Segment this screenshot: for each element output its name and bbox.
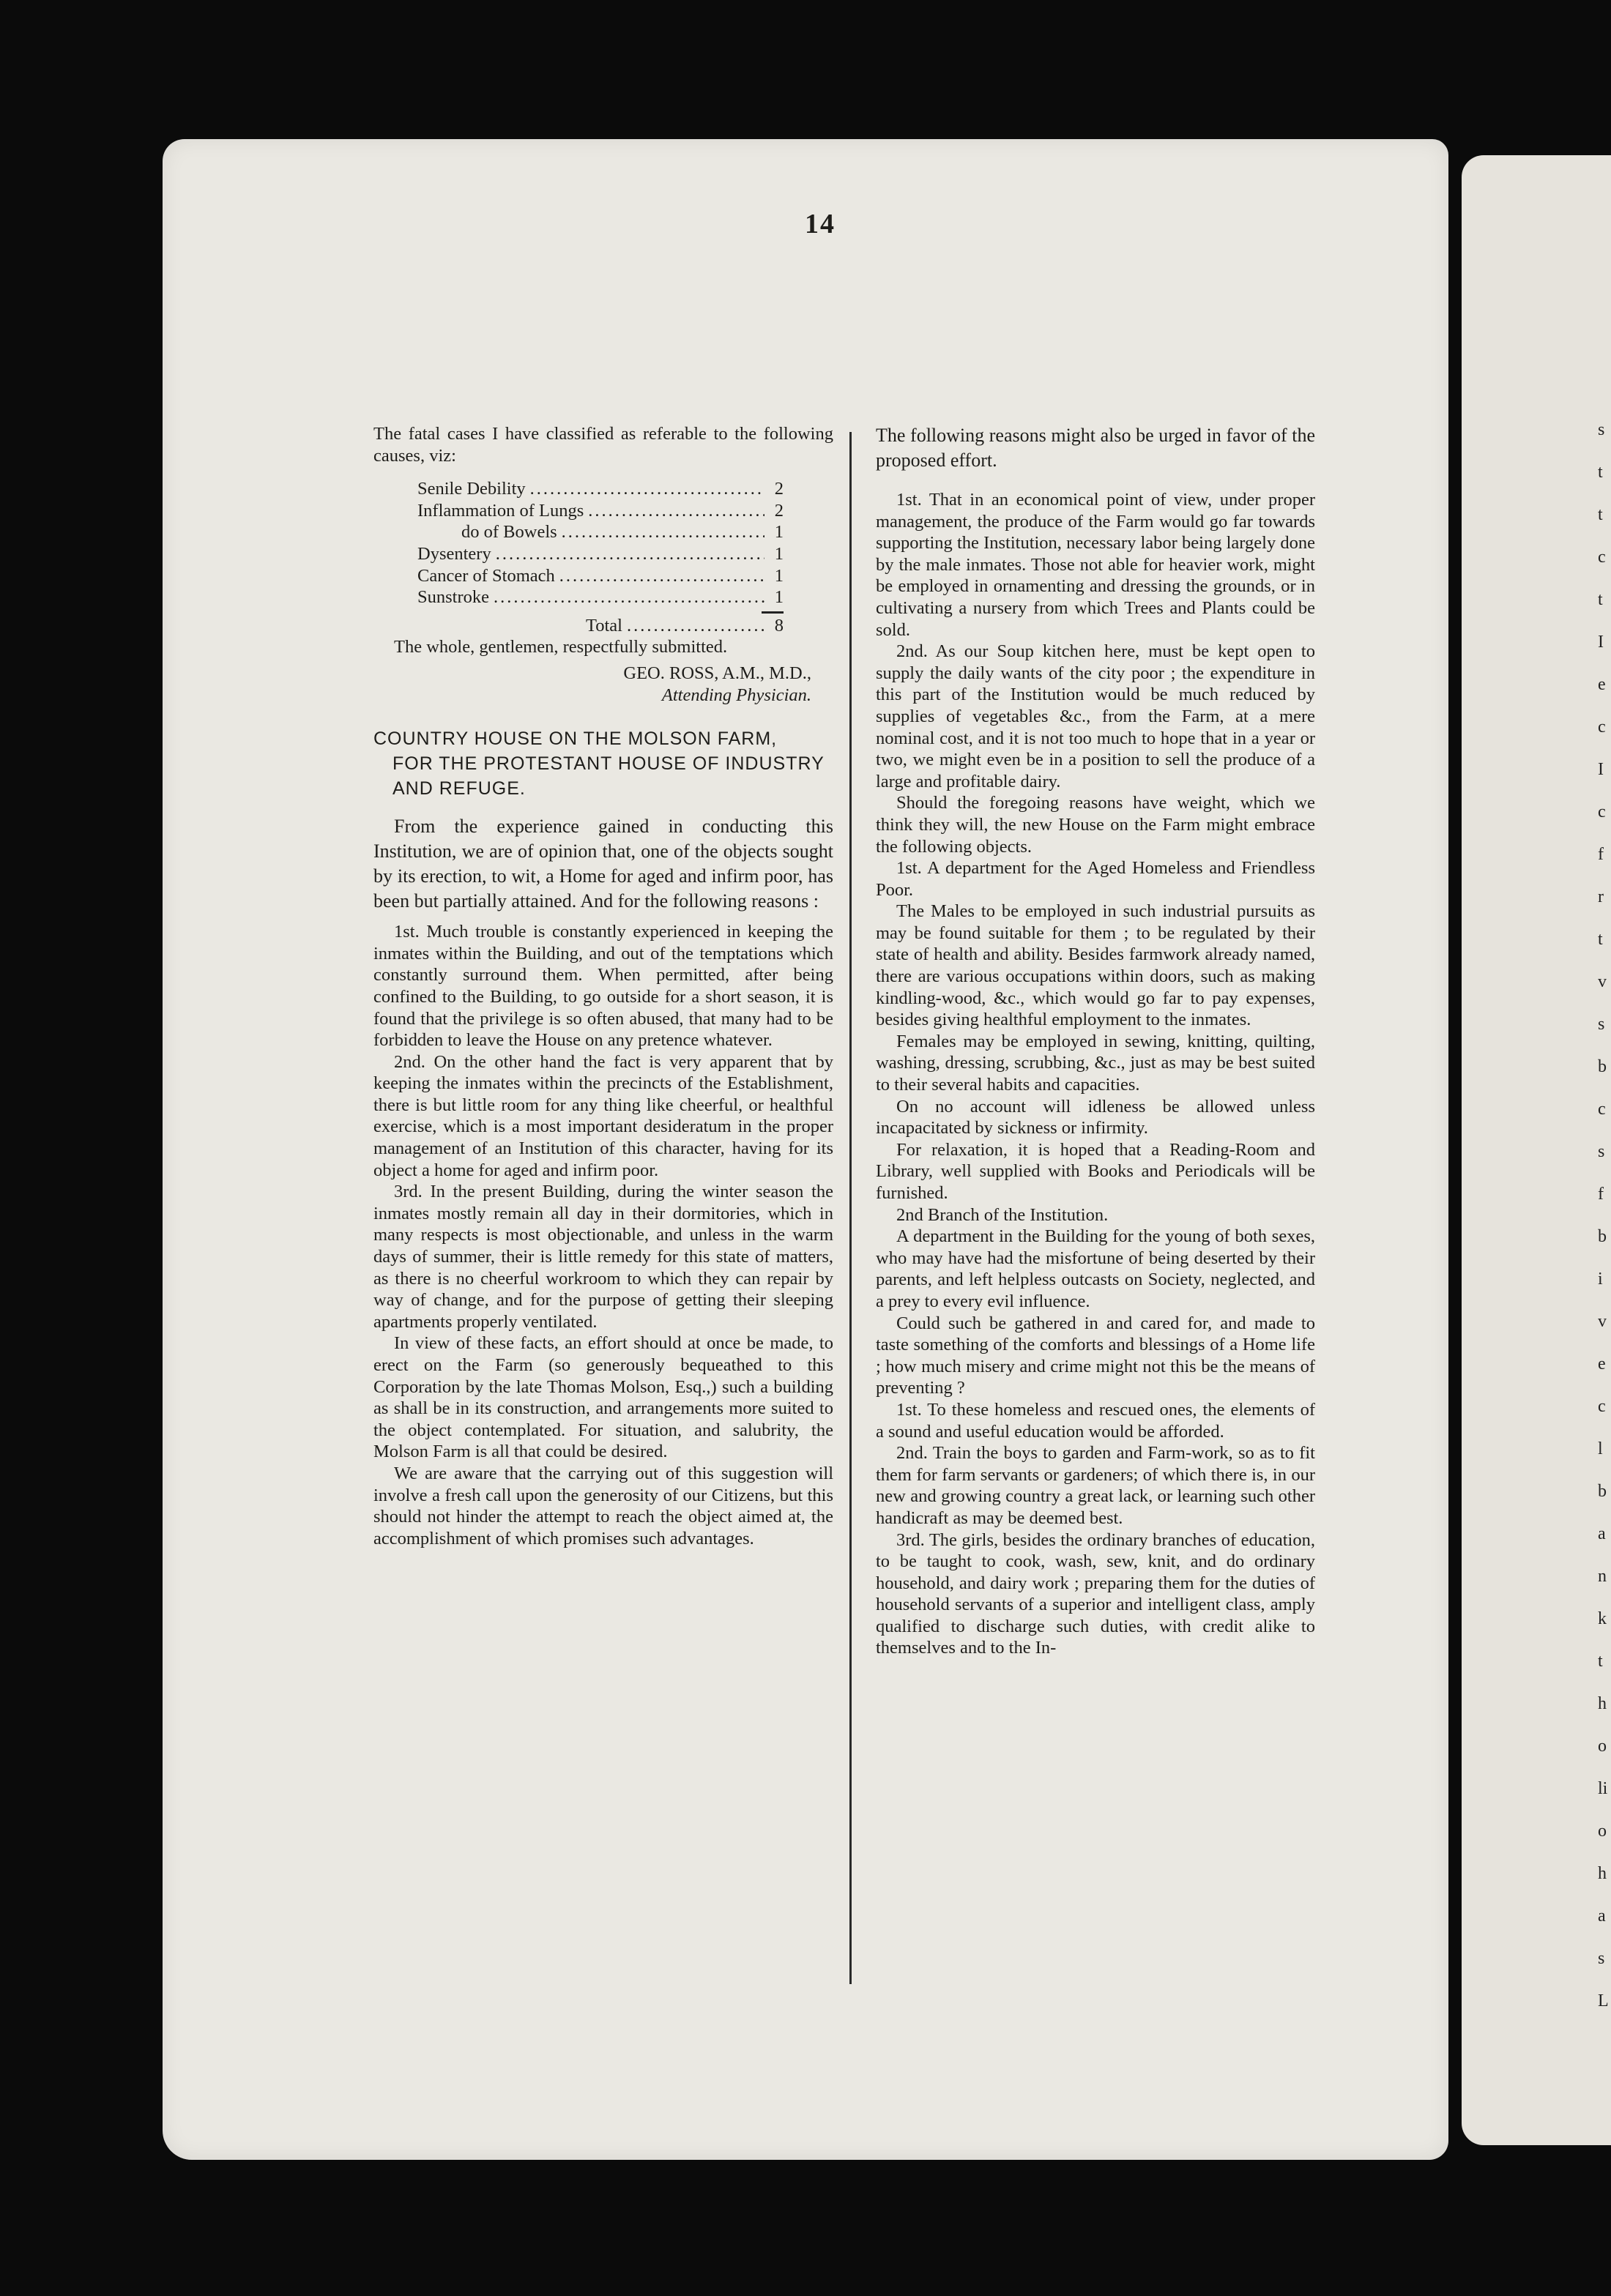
margin-fragment: v — [1598, 1312, 1607, 1331]
paragraph: 2nd. As our Soup kitchen here, must be kept open to supply the daily wants of the city poor ; the expenditure in this part of the Institution would be much reduced by supplies of vegetables &c., from the Farm, at a mere nominal cost, and it is not too much to hope that in a year or two, we might even be in a position to sell the produce of a large and profitable dairy. — [876, 641, 1315, 791]
page-number: 14 — [805, 209, 836, 239]
paragraph: On no account will idleness be allowed unless incapacitated by sickness or infirmity. — [876, 1096, 1315, 1138]
section-lead: From the experience gained in conducting this Institution, we are of opinion that, one of the objects sought by its erection, to wit, a Home for aged and infirm poor, has been but partially attained. And for the following reasons : — [373, 816, 833, 912]
causes-table — [417, 478, 784, 636]
margin-fragment: c — [1598, 1397, 1606, 1416]
paragraph: Should the foregoing reasons have weight, which we think they will, the new House on the Farm might embrace the following objects. — [876, 793, 1315, 857]
margin-fragment: n — [1598, 1567, 1607, 1586]
paragraph: 2nd. On the other hand the fact is very apparent that by keeping the inmates within the precincts of the Establishment, there is but little room for any thing like cheerful, or healthful exercise, which is a most important desideratum in the proper management of an Institution of this character, having for its object a home for aged and infirm poor. — [373, 1051, 833, 1180]
cause-row: Senile Debility ..... 2 — [417, 478, 784, 500]
margin-fragment: I — [1598, 633, 1604, 652]
margin-fragment: c — [1598, 802, 1606, 821]
paragraph: Females may be employed in sewing, knitting, quilting, washing, dressing, scrubbing, &c., just as may be best suited to their several habits and capacities. — [876, 1031, 1315, 1095]
margin-fragment: li — [1598, 1779, 1608, 1798]
signature-title: Attending Physician. — [661, 685, 811, 705]
paragraph: 1st. That in an economical point of view, under proper management, the produce of the Farm would go far towards supporting the Institution, necessary labor being largely done by the male inmates. Those not able for heavier work, might be employed in ornamenting and dressing the grounds, or in cultivating a nursery from which Trees and Plants could be sold. — [876, 490, 1315, 640]
paragraph: Could such be gathered in and cared for, and made to taste something of the comforts and blessings of a Home life ; how much misery and crime might not this be the means of preventing ? — [876, 1313, 1315, 1398]
section-heading: COUNTRY HOUSE ON THE MOLSON FARM, FOR THE PROTESTANT HOUSE OF INDUSTRY AND REFUGE. — [373, 728, 825, 800]
margin-fragment: b — [1598, 1227, 1607, 1246]
paragraph: A department in the Building for the young of both sexes, who may have had the misfortune of being deserted by their parents, and left helpless outcasts on Society, neglected, and a prey to every evil influence. — [876, 1226, 1315, 1311]
closing-line: The whole, gentlemen, respectfully submitted. — [394, 637, 728, 657]
margin-fragment: t — [1598, 930, 1603, 949]
right-column — [876, 423, 1315, 1659]
margin-fragment: c — [1598, 548, 1606, 567]
margin-fragment: o — [1598, 1822, 1607, 1841]
margin-fragment: k — [1598, 1609, 1607, 1628]
margin-fragment: s — [1598, 420, 1605, 439]
margin-fragment: b — [1598, 1057, 1607, 1076]
margin-fragment: s — [1598, 1142, 1605, 1161]
paragraph: We are aware that the carrying out of this suggestion will involve a fresh call upon the generosity of our Citizens, but this should not hinder the attempt to reach the object aimed at, the accomplishment of which promises such advantages. — [373, 1463, 833, 1548]
adjacent-page-edge — [1462, 155, 1611, 2145]
causes-intro: The fatal cases I have classified as referable to the following causes, viz: — [373, 424, 833, 466]
margin-fragment: e — [1598, 675, 1606, 694]
margin-fragment: t — [1598, 1652, 1603, 1671]
cause-row: Dysentery ..... 1 — [417, 543, 784, 565]
margin-fragment: b — [1598, 1482, 1607, 1501]
margin-fragment: a — [1598, 1906, 1606, 1926]
margin-fragment: s — [1598, 1949, 1605, 1968]
margin-fragment: t — [1598, 463, 1603, 482]
margin-fragment: a — [1598, 1524, 1606, 1543]
margin-fragment: f — [1598, 845, 1604, 864]
column-divider — [849, 432, 852, 1984]
paragraph: 3rd. The girls, besides the ordinary branches of education, to be taught to cook, wash, sew, knit, and do ordinary household, and dairy work ; preparing them for the duties of household servants of a superior and intelligent class, amply qualified to discharge such duties, with credit alike to themselves and to the In- — [876, 1529, 1315, 1658]
margin-fragment: r — [1598, 887, 1604, 906]
margin-fragment: h — [1598, 1864, 1607, 1883]
sum-rule — [762, 611, 784, 614]
cause-row: do of Bowels ..... 1 — [417, 521, 784, 543]
margin-fragment: i — [1598, 1270, 1603, 1289]
cause-row: Sunstroke ..... 1 — [417, 586, 784, 608]
margin-fragment: h — [1598, 1694, 1607, 1713]
margin-fragment: f — [1598, 1185, 1604, 1204]
total-row: Total ..... 8 — [417, 615, 784, 637]
paragraph: For relaxation, it is hoped that a Reading-Room and Library, well supplied with Books and Periodicals will be furnished. — [876, 1139, 1315, 1203]
paragraph: 3rd. In the present Building, during the winter season the inmates mostly remain all day in their dormitories, which in many respects is most objectionable, and unless in the warm days of summer, their is little remedy for this state of matters, as there is no cheerful workroom to which they can repair by way of change, and for the purpose of getting their sleeping apartments properly ventilated. — [373, 1182, 833, 1332]
paragraph: In view of these facts, an effort should at once be made, to erect on the Farm (so generously bequeathed to this Corporation by the late Thomas Molson, Esq.,) such a building as shall be in its construction, and arrangements more suited to the object contemplated. For situation, and salubrity, the Molson Farm is all that could be desired. — [373, 1333, 833, 1462]
margin-fragment: l — [1598, 1439, 1603, 1458]
margin-fragment: t — [1598, 505, 1603, 524]
margin-fragment: I — [1598, 760, 1604, 779]
cause-row: Cancer of Stomach ..... 1 — [417, 565, 784, 587]
paragraph: The Males to be employed in such industrial pursuits as may be found suitable for them ; to be regulated by their state of health and ability. Besides farmwork already named, there are various occupations within doors, such as making kindling-wood, &c., which would go far to pay expenses, besides giving healthful employment to the inmates. — [876, 901, 1315, 1030]
paragraph: 1st. To these homeless and rescued ones, the elements of a sound and useful education would be afforded. — [876, 1399, 1315, 1442]
paragraph: 2nd Branch of the Institution. — [896, 1204, 1109, 1225]
paragraph: 1st. Much trouble is constantly experienced in keeping the inmates within the Building, and out of the temptations which constantly surround them. When permitted, after being confined to the Building, to go outside for a short season, it is found that the privilege is so often abused, that many had to be forbidden to leave the House on any pretence whatever. — [373, 922, 833, 1051]
signature-name: GEO. ROSS, A.M., M.D., — [623, 663, 811, 683]
margin-fragment: c — [1598, 718, 1606, 737]
margin-fragment: s — [1598, 1015, 1605, 1034]
margin-fragment: v — [1598, 972, 1607, 991]
margin-fragment: e — [1598, 1354, 1606, 1374]
margin-fragment: o — [1598, 1737, 1607, 1756]
margin-fragment: c — [1598, 1100, 1606, 1119]
margin-fragment: t — [1598, 590, 1603, 609]
right-lead: The following reasons might also be urged in favor of the proposed effort. — [876, 425, 1315, 471]
cause-row: Inflammation of Lungs ..... 2 — [417, 500, 784, 522]
margin-fragment: L — [1598, 1991, 1609, 2010]
paragraph: 1st. A department for the Aged Homeless and Friendless Poor. — [876, 858, 1315, 900]
paragraph: 2nd. Train the boys to garden and Farm-work, so as to fit them for farm servants or gardeners; of which there is, in our new and growing country a great lack, or learning such other handicraft as may be deemed best. — [876, 1443, 1315, 1528]
left-column — [373, 423, 833, 1549]
